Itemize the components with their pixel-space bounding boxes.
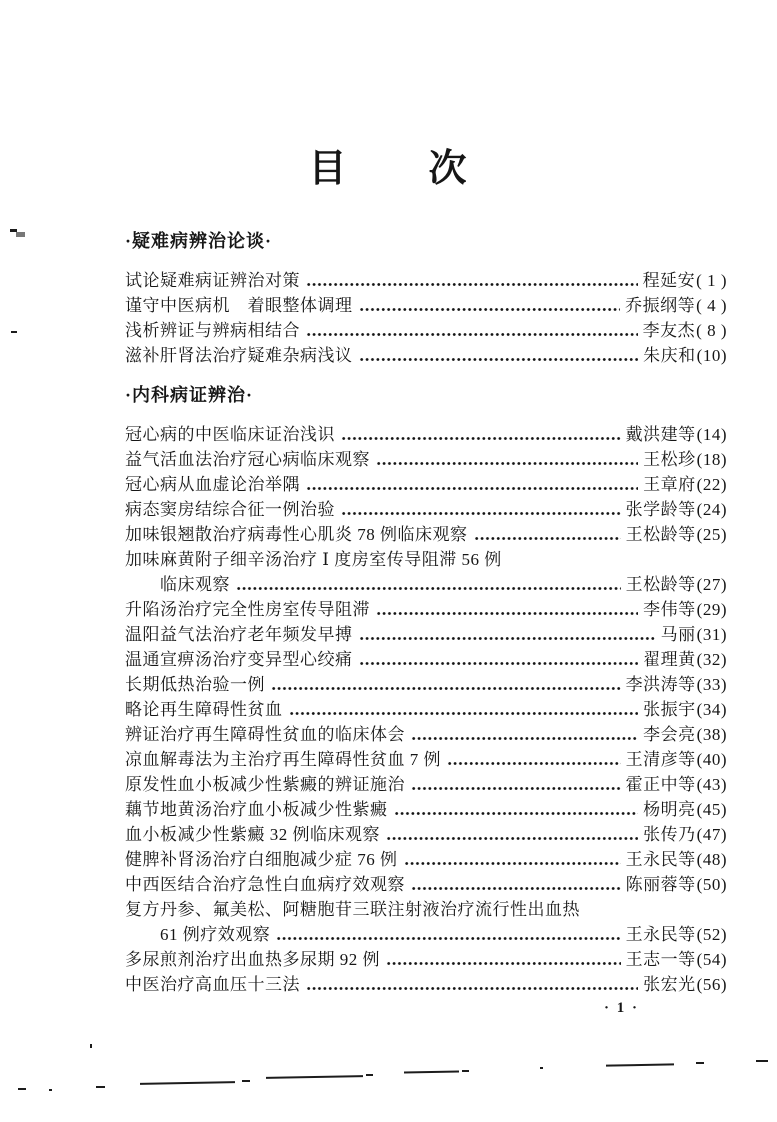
entry-title: 益气活血法治疗冠心病临床观察 <box>125 450 370 469</box>
section-heading: ·内科病证辨治· <box>125 385 254 405</box>
dotted-leader <box>289 697 639 722</box>
entry-author: 王志一等 <box>625 950 696 969</box>
dotted-leader <box>276 922 620 947</box>
entry-reference <box>626 422 727 447</box>
entry-page-number: (47) <box>696 825 727 844</box>
entry-author: 王松珍 <box>643 450 696 469</box>
entry-reference <box>643 697 727 722</box>
entry-reference <box>626 872 727 897</box>
toc-entry <box>125 318 727 343</box>
entry-title: 冠心病的中医临床证治浅识 <box>125 425 335 444</box>
toc-entry <box>125 772 727 797</box>
entry-title: 浅析辨证与辨病相结合 <box>125 321 300 340</box>
entry-reference <box>626 922 727 947</box>
dotted-leader <box>447 747 621 772</box>
page-title: 目 次 <box>308 148 469 190</box>
entry-author: 张学龄等 <box>625 500 696 519</box>
entry-title: 原发性血小板减少性紫癜的辨证施治 <box>125 775 405 794</box>
entry-title: 升陷汤治疗完全性房室传导阻滞 <box>125 600 370 619</box>
entry-author: 张传乃 <box>643 825 696 844</box>
toc-section <box>125 383 727 997</box>
entry-page-number: (31) <box>696 625 727 644</box>
entry-title: 健脾补肾汤治疗白细胞减少症 76 例 <box>125 850 398 869</box>
entry-title: 温阳益气法治疗老年频发早搏 <box>125 625 353 644</box>
toc-entry <box>125 897 727 922</box>
entry-title: 病态窦房结综合征一例治验 <box>125 500 335 519</box>
entry-author: 张振宇 <box>643 700 696 719</box>
scan-artifact <box>96 1086 105 1088</box>
entry-reference <box>643 647 727 672</box>
dotted-leader <box>341 422 621 447</box>
toc-entry <box>125 447 727 472</box>
entry-title: 血小板减少性紫癜 32 例临床观察 <box>125 825 380 844</box>
entry-author: 王松龄等 <box>625 575 696 594</box>
entry-author: 朱庆和 <box>643 346 696 365</box>
entry-title: 复方丹参、氟美松、阿糖胞苷三联注射液治疗流行性出血热 <box>125 900 580 919</box>
toc-entry <box>125 872 727 897</box>
scan-artifact <box>49 1089 52 1091</box>
entry-page-number: (56) <box>696 975 727 994</box>
scan-artifact <box>140 1081 235 1085</box>
dotted-leader <box>359 343 639 368</box>
entry-title: 温通宣痹汤治疗变异型心绞痛 <box>125 650 353 669</box>
entry-title: 谨守中医病机 着眼整体调理 <box>125 296 353 315</box>
entry-title: 略论再生障碍性贫血 <box>125 700 283 719</box>
toc-entry <box>125 947 727 972</box>
entry-page-number: (38) <box>696 725 727 744</box>
entry-page-number: (52) <box>696 925 727 944</box>
entry-reference <box>643 722 727 747</box>
scan-artifact <box>266 1075 363 1079</box>
entry-reference <box>626 672 727 697</box>
section-heading: ·疑难病辨治论谈· <box>125 231 273 251</box>
table-of-contents <box>125 229 727 997</box>
dotted-leader <box>236 572 621 597</box>
entry-reference <box>626 772 727 797</box>
entry-author: 李友杰 <box>642 321 696 340</box>
entry-reference <box>643 447 727 472</box>
entry-page-number: (43) <box>696 775 727 794</box>
entry-title: 中西医结合治疗急性白血病疗效观察 <box>125 875 405 894</box>
dotted-leader <box>271 672 621 697</box>
entry-title: 冠心病从血虚论治举隅 <box>125 475 300 494</box>
scan-artifact <box>696 1062 704 1064</box>
entry-author: 王永民等 <box>625 850 696 869</box>
toc-entry <box>125 422 727 447</box>
entry-page-number: (24) <box>696 500 727 519</box>
entry-title: 滋补肝肾法治疗疑难杂病浅议 <box>125 346 353 365</box>
scan-artifact <box>90 1044 92 1048</box>
entry-author: 李会亮 <box>643 725 696 744</box>
dotted-leader <box>411 872 621 897</box>
toc-entry <box>125 293 727 318</box>
scan-artifact <box>366 1074 373 1076</box>
toc-entry <box>160 572 727 597</box>
entry-title: 加味麻黄附子细辛汤治疗 Ⅰ 度房室传导阻滞 56 例 <box>125 550 502 569</box>
toc-section <box>125 229 727 368</box>
entry-reference <box>626 572 727 597</box>
dotted-leader <box>404 847 621 872</box>
entry-author: 王清彦等 <box>625 750 696 769</box>
dotted-leader <box>376 447 638 472</box>
dotted-leader <box>306 318 638 343</box>
dotted-leader <box>359 293 621 318</box>
entry-page-number: (27) <box>696 575 727 594</box>
toc-entry <box>125 797 727 822</box>
dotted-leader <box>359 647 639 672</box>
entry-page-number: (33) <box>696 675 727 694</box>
entry-page-number: ( 4 ) <box>696 296 727 315</box>
dotted-leader <box>306 972 638 997</box>
entry-page-number: ( 1 ) <box>696 271 727 290</box>
scan-artifact <box>242 1080 250 1082</box>
entry-author: 李伟等 <box>643 600 696 619</box>
entry-reference <box>625 293 727 318</box>
toc-entry <box>125 547 727 572</box>
scan-artifact <box>540 1067 543 1069</box>
dotted-leader <box>306 472 638 497</box>
entry-title: 61 例疗效观察 <box>160 925 271 944</box>
toc-entry <box>125 497 727 522</box>
dotted-leader <box>386 947 621 972</box>
entry-page-number: (29) <box>696 600 727 619</box>
entry-title: 辨证治疗再生障碍性贫血的临床体会 <box>125 725 405 744</box>
toc-entry <box>125 522 727 547</box>
toc-entry <box>125 697 727 722</box>
entry-author: 程延安 <box>642 271 696 290</box>
toc-entry <box>125 747 727 772</box>
scan-artifact <box>462 1070 469 1072</box>
entry-reference <box>661 622 727 647</box>
entry-page-number: (25) <box>696 525 727 544</box>
entry-page-number: (34) <box>696 700 727 719</box>
entry-reference <box>626 522 727 547</box>
scan-artifact <box>16 232 25 237</box>
entry-reference <box>626 747 727 772</box>
toc-entry <box>125 268 727 293</box>
entry-page-number: (14) <box>696 425 727 444</box>
entry-title: 中医治疗高血压十三法 <box>125 975 300 994</box>
entry-reference <box>643 318 727 343</box>
entry-page-number: (10) <box>696 346 727 365</box>
toc-entry <box>125 972 727 997</box>
entry-author: 乔振纲等 <box>625 296 696 315</box>
toc-entry <box>125 597 727 622</box>
entry-author: 王松龄等 <box>625 525 696 544</box>
entry-page-number: (54) <box>696 950 727 969</box>
entry-title: 凉血解毒法为主治疗再生障碍性贫血 7 例 <box>125 750 441 769</box>
toc-entry <box>125 647 727 672</box>
toc-entry <box>160 922 727 947</box>
entry-author: 张宏光 <box>643 975 696 994</box>
toc-entry <box>125 822 727 847</box>
entry-reference <box>643 597 727 622</box>
entry-reference <box>626 497 727 522</box>
entry-page-number: (50) <box>696 875 727 894</box>
dotted-leader <box>474 522 621 547</box>
entry-reference <box>643 972 727 997</box>
toc-entry <box>125 622 727 647</box>
dotted-leader <box>394 797 639 822</box>
scan-artifact <box>11 331 17 333</box>
entry-title: 临床观察 <box>160 575 230 594</box>
entry-page-number: (22) <box>696 475 727 494</box>
scan-artifact <box>18 1088 26 1090</box>
entry-author: 陈丽蓉等 <box>625 875 696 894</box>
entry-reference <box>643 472 727 497</box>
entry-author: 王章府 <box>643 475 696 494</box>
dotted-leader <box>376 597 638 622</box>
entry-reference <box>643 797 727 822</box>
page-number: · 1 · <box>604 1000 640 1016</box>
toc-entry <box>125 847 727 872</box>
entry-page-number: (48) <box>696 850 727 869</box>
entry-title: 长期低热治验一例 <box>125 675 265 694</box>
entry-reference <box>643 822 727 847</box>
entry-page-number: (45) <box>696 800 727 819</box>
entry-reference <box>626 847 727 872</box>
entry-author: 李洪涛等 <box>625 675 696 694</box>
entry-page-number: (32) <box>696 650 727 669</box>
entry-title: 试论疑难病证辨治对策 <box>125 271 300 290</box>
entry-author: 马丽 <box>660 625 696 644</box>
entry-page-number: ( 8 ) <box>696 321 727 340</box>
toc-entry <box>125 672 727 697</box>
toc-entry <box>125 472 727 497</box>
entry-page-number: (18) <box>696 450 727 469</box>
dotted-leader <box>411 722 638 747</box>
toc-entry <box>125 722 727 747</box>
dotted-leader <box>411 772 621 797</box>
dotted-leader <box>341 497 621 522</box>
entry-author: 王永民等 <box>625 925 696 944</box>
entry-reference <box>626 947 727 972</box>
entry-author: 霍正中等 <box>625 775 696 794</box>
dotted-leader <box>359 622 656 647</box>
dotted-leader <box>306 268 638 293</box>
entry-author: 戴洪建等 <box>625 425 696 444</box>
entry-reference <box>643 268 727 293</box>
scan-artifact <box>756 1060 768 1062</box>
entry-author: 翟理黄 <box>643 650 696 669</box>
scan-artifact <box>606 1063 674 1066</box>
scan-artifact <box>404 1071 459 1074</box>
entry-author: 杨明亮 <box>643 800 696 819</box>
dotted-leader <box>386 822 638 847</box>
toc-entry <box>125 343 727 368</box>
entry-title: 藕节地黄汤治疗血小板减少性紫癜 <box>125 800 388 819</box>
entry-title: 多尿煎剂治疗出血热多尿期 92 例 <box>125 950 380 969</box>
entry-page-number: (40) <box>696 750 727 769</box>
entry-reference <box>643 343 727 368</box>
entry-title: 加味银翘散治疗病毒性心肌炎 78 例临床观察 <box>125 525 468 544</box>
